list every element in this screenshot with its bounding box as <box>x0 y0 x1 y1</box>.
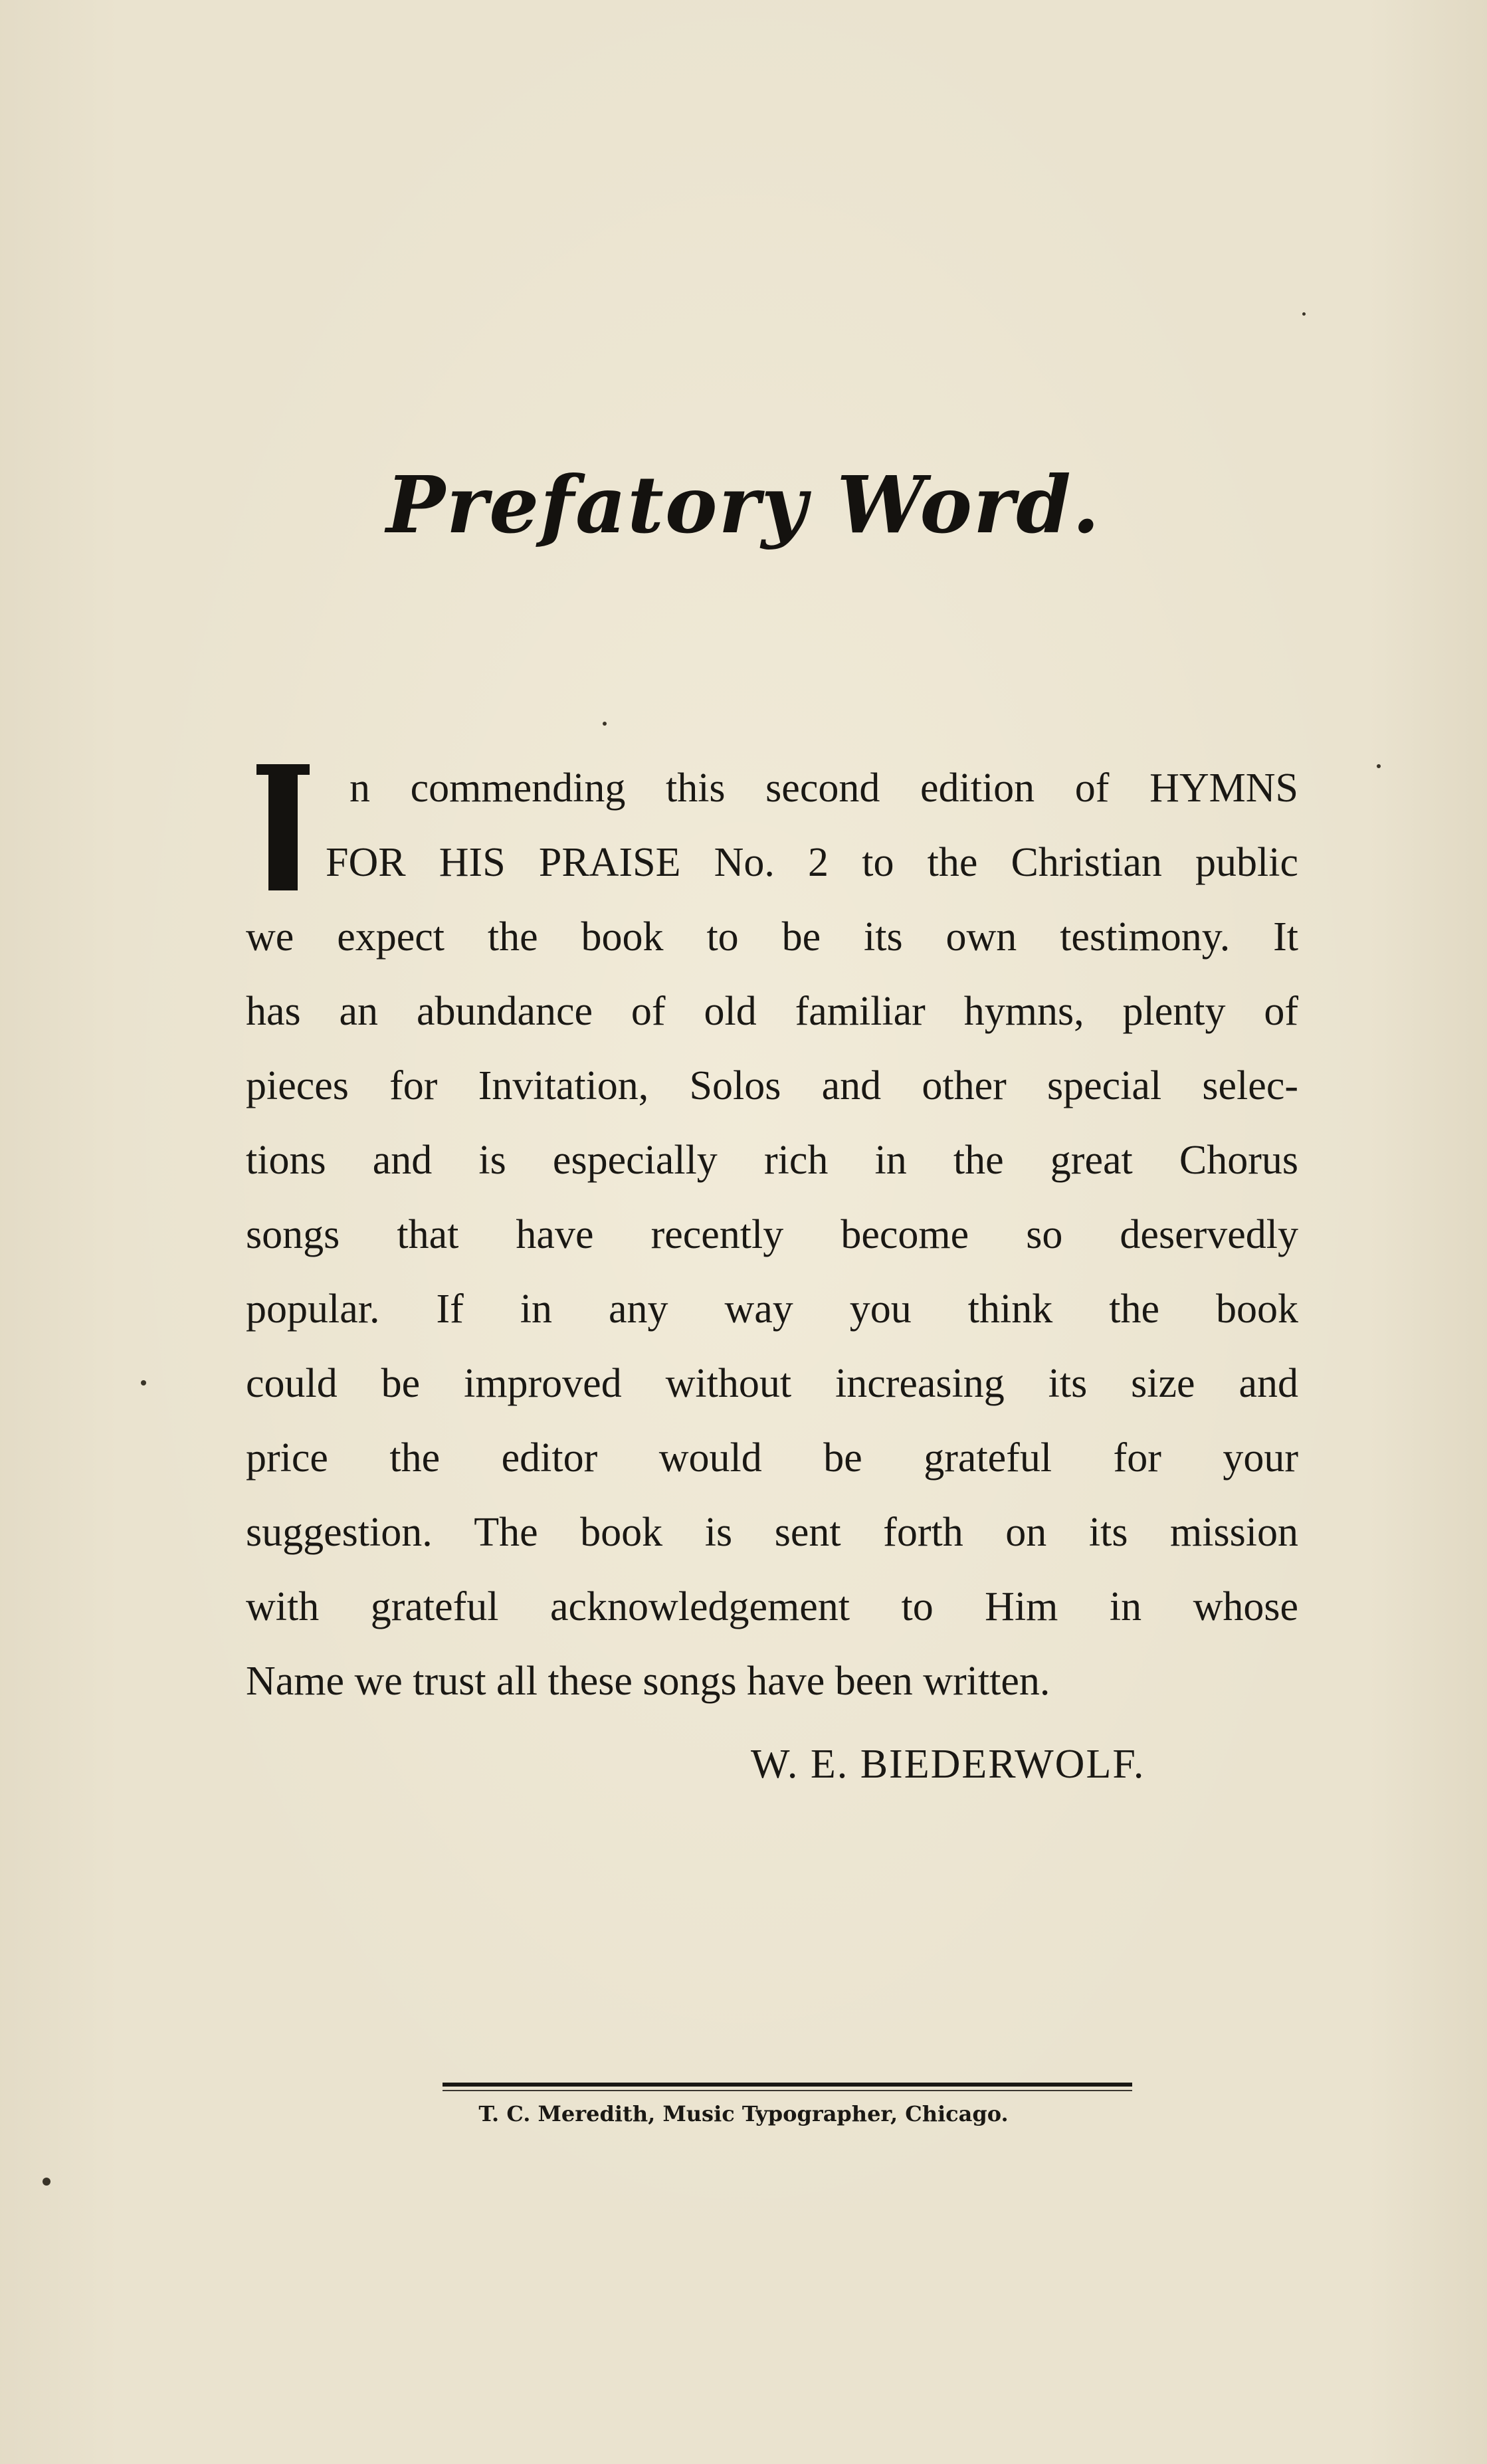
footer-rule-thin <box>443 2090 1132 2091</box>
paper-speck <box>141 1380 146 1386</box>
paper-speck <box>43 2178 50 2186</box>
page-title: Prefatory Word. <box>386 459 1101 551</box>
drop-cap-initial <box>246 756 312 889</box>
author-signature: W. E. BIEDERWOLF. <box>751 1742 1145 1787</box>
body-line: popular. If in any way you think the book <box>246 1286 1298 1332</box>
paper-speck <box>1377 764 1381 768</box>
body-line: with grateful acknowledgement to Him in whose <box>246 1584 1298 1629</box>
printer-credit: T. C. Meredith, Music Typographer, Chicago. <box>478 2101 1009 2126</box>
paper-speck <box>1302 312 1306 316</box>
body-line: tions and is especially rich in the great Chorus <box>246 1138 1298 1183</box>
drop-cap-glyph <box>268 764 298 890</box>
body-line: FOR HIS PRAISE No. 2 to the Christian public <box>326 840 1298 885</box>
paper-speck <box>603 722 607 726</box>
body-line: we expect the book to be its own testimony. It <box>246 914 1298 960</box>
body-line: Name we trust all these songs have been written. <box>246 1659 1050 1704</box>
footer-rule-thick <box>443 2083 1132 2087</box>
body-line: n commending this second edition of HYMNS <box>349 766 1298 811</box>
preface-body <box>246 751 1298 1718</box>
body-line: pieces for Invitation, Solos and other special selec- <box>246 1063 1298 1108</box>
body-line: songs that have recently become so deservedly <box>246 1212 1298 1257</box>
body-line: has an abundance of old familiar hymns, plenty of <box>246 989 1298 1034</box>
body-line: could be improved without increasing its size and <box>246 1361 1298 1406</box>
body-line: suggestion. The book is sent forth on its mission <box>246 1510 1298 1555</box>
body-line: price the editor would be grateful for your <box>246 1435 1298 1481</box>
